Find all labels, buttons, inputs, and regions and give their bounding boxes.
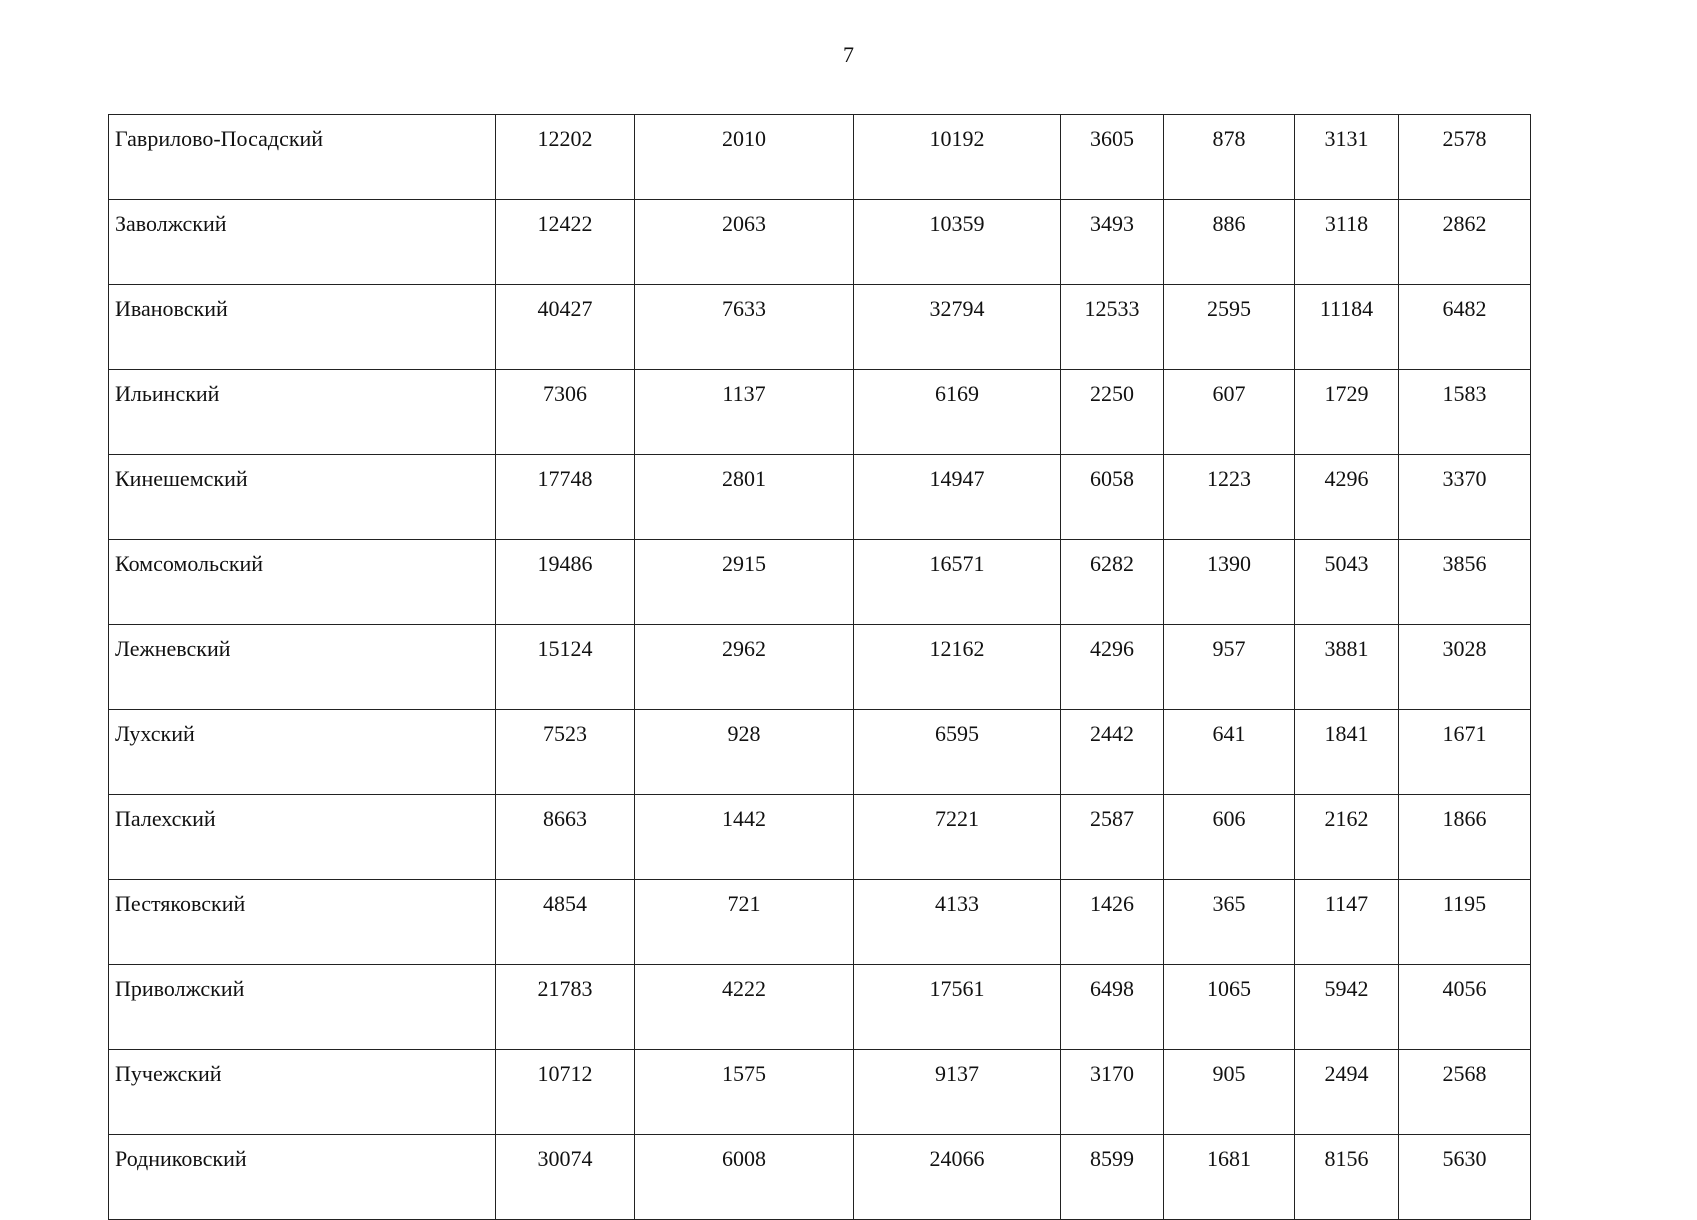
value-cell: 7523 (496, 710, 635, 795)
table-row (109, 115, 1531, 200)
value-cell: 3370 (1399, 455, 1531, 540)
value-cell: 8663 (496, 795, 635, 880)
value-cell: 4296 (1295, 455, 1399, 540)
value-cell: 1147 (1295, 880, 1399, 965)
district-name-cell: Кинешемский (109, 455, 496, 540)
district-name-cell: Ивановский (109, 285, 496, 370)
district-name-cell: Ильинский (109, 370, 496, 455)
value-cell: 4296 (1061, 625, 1164, 710)
district-name-cell: Заволжский (109, 200, 496, 285)
value-cell: 928 (635, 710, 854, 795)
value-cell: 1681 (1164, 1135, 1295, 1220)
district-name-cell: Гаврилово-Посадский (109, 115, 496, 200)
value-cell: 1671 (1399, 710, 1531, 795)
value-cell: 6008 (635, 1135, 854, 1220)
value-cell: 8156 (1295, 1135, 1399, 1220)
value-cell: 3856 (1399, 540, 1531, 625)
value-cell: 4133 (854, 880, 1061, 965)
value-cell: 2162 (1295, 795, 1399, 880)
table-row (109, 455, 1531, 540)
value-cell: 3493 (1061, 200, 1164, 285)
value-cell: 886 (1164, 200, 1295, 285)
value-cell: 957 (1164, 625, 1295, 710)
district-name-cell: Пестяковский (109, 880, 496, 965)
table-row (109, 1050, 1531, 1135)
value-cell: 1729 (1295, 370, 1399, 455)
value-cell: 905 (1164, 1050, 1295, 1135)
value-cell: 1195 (1399, 880, 1531, 965)
table-row (109, 1135, 1531, 1220)
value-cell: 2578 (1399, 115, 1531, 200)
table-row (109, 965, 1531, 1050)
value-cell: 2915 (635, 540, 854, 625)
value-cell: 4222 (635, 965, 854, 1050)
value-cell: 2250 (1061, 370, 1164, 455)
value-cell: 2494 (1295, 1050, 1399, 1135)
table-body (109, 115, 1531, 1220)
value-cell: 7633 (635, 285, 854, 370)
value-cell: 32794 (854, 285, 1061, 370)
value-cell: 6498 (1061, 965, 1164, 1050)
value-cell: 2568 (1399, 1050, 1531, 1135)
value-cell: 3028 (1399, 625, 1531, 710)
table-row (109, 540, 1531, 625)
table-row (109, 285, 1531, 370)
value-cell: 2862 (1399, 200, 1531, 285)
value-cell: 8599 (1061, 1135, 1164, 1220)
value-cell: 3131 (1295, 115, 1399, 200)
district-name-cell: Лежневский (109, 625, 496, 710)
value-cell: 2442 (1061, 710, 1164, 795)
value-cell: 3605 (1061, 115, 1164, 200)
value-cell: 30074 (496, 1135, 635, 1220)
district-statistics-table (108, 114, 1531, 1220)
table-row (109, 795, 1531, 880)
value-cell: 1442 (635, 795, 854, 880)
value-cell: 1583 (1399, 370, 1531, 455)
value-cell: 3118 (1295, 200, 1399, 285)
value-cell: 12533 (1061, 285, 1164, 370)
value-cell: 607 (1164, 370, 1295, 455)
value-cell: 1841 (1295, 710, 1399, 795)
value-cell: 11184 (1295, 285, 1399, 370)
table-row (109, 710, 1531, 795)
value-cell: 17561 (854, 965, 1061, 1050)
value-cell: 1390 (1164, 540, 1295, 625)
value-cell: 2801 (635, 455, 854, 540)
value-cell: 6482 (1399, 285, 1531, 370)
value-cell: 5043 (1295, 540, 1399, 625)
value-cell: 606 (1164, 795, 1295, 880)
value-cell: 10359 (854, 200, 1061, 285)
value-cell: 6169 (854, 370, 1061, 455)
page-number: 7 (843, 42, 854, 67)
value-cell: 1426 (1061, 880, 1164, 965)
district-name-cell: Пучежский (109, 1050, 496, 1135)
value-cell: 12162 (854, 625, 1061, 710)
value-cell: 1223 (1164, 455, 1295, 540)
value-cell: 2063 (635, 200, 854, 285)
district-name-cell: Приволжский (109, 965, 496, 1050)
value-cell: 365 (1164, 880, 1295, 965)
value-cell: 5630 (1399, 1135, 1531, 1220)
value-cell: 24066 (854, 1135, 1061, 1220)
table-row (109, 370, 1531, 455)
value-cell: 6282 (1061, 540, 1164, 625)
table-row (109, 625, 1531, 710)
value-cell: 3881 (1295, 625, 1399, 710)
value-cell: 17748 (496, 455, 635, 540)
district-name-cell: Палехский (109, 795, 496, 880)
value-cell: 721 (635, 880, 854, 965)
value-cell: 12422 (496, 200, 635, 285)
value-cell: 7221 (854, 795, 1061, 880)
value-cell: 641 (1164, 710, 1295, 795)
value-cell: 21783 (496, 965, 635, 1050)
value-cell: 2962 (635, 625, 854, 710)
value-cell: 2595 (1164, 285, 1295, 370)
value-cell: 19486 (496, 540, 635, 625)
district-name-cell: Лухский (109, 710, 496, 795)
value-cell: 2587 (1061, 795, 1164, 880)
value-cell: 16571 (854, 540, 1061, 625)
value-cell: 878 (1164, 115, 1295, 200)
district-name-cell: Родниковский (109, 1135, 496, 1220)
table-row (109, 880, 1531, 965)
value-cell: 6595 (854, 710, 1061, 795)
value-cell: 1866 (1399, 795, 1531, 880)
value-cell: 1065 (1164, 965, 1295, 1050)
value-cell: 5942 (1295, 965, 1399, 1050)
value-cell: 9137 (854, 1050, 1061, 1135)
value-cell: 14947 (854, 455, 1061, 540)
value-cell: 6058 (1061, 455, 1164, 540)
value-cell: 40427 (496, 285, 635, 370)
value-cell: 10192 (854, 115, 1061, 200)
value-cell: 2010 (635, 115, 854, 200)
table-row (109, 200, 1531, 285)
value-cell: 12202 (496, 115, 635, 200)
value-cell: 1137 (635, 370, 854, 455)
value-cell: 4854 (496, 880, 635, 965)
value-cell: 1575 (635, 1050, 854, 1135)
value-cell: 7306 (496, 370, 635, 455)
value-cell: 3170 (1061, 1050, 1164, 1135)
value-cell: 4056 (1399, 965, 1531, 1050)
value-cell: 10712 (496, 1050, 635, 1135)
value-cell: 15124 (496, 625, 635, 710)
district-name-cell: Комсомольский (109, 540, 496, 625)
